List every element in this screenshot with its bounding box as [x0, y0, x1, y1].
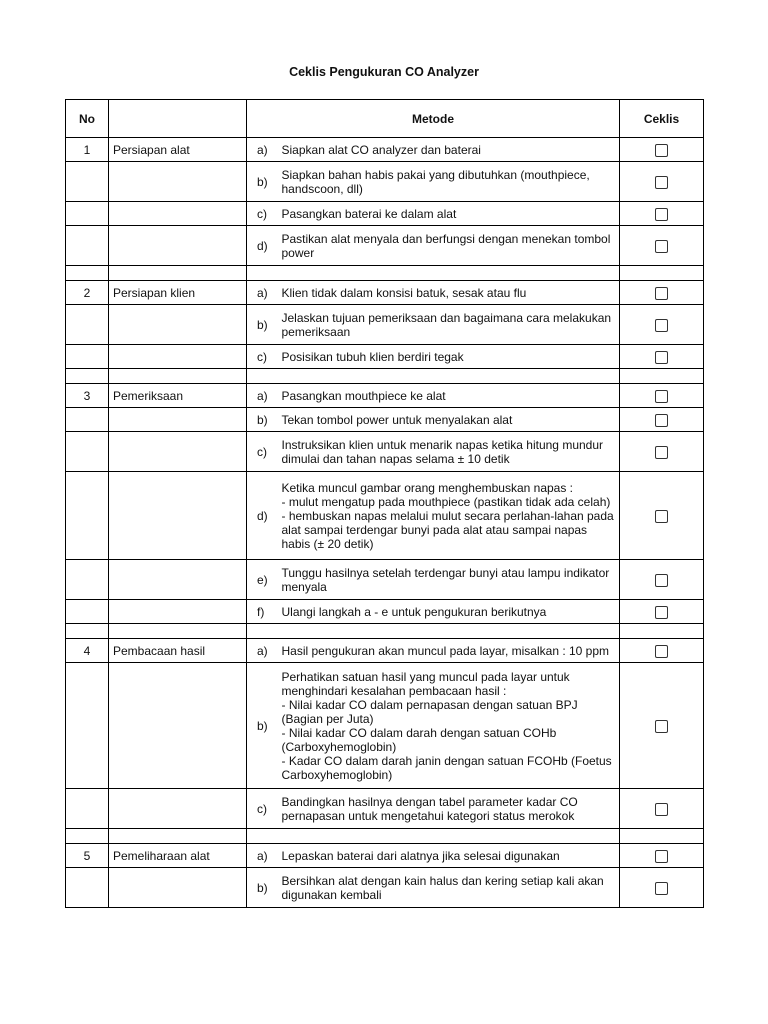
item-letter: b) [247, 408, 279, 432]
section-name [109, 663, 247, 789]
table-row [66, 868, 704, 908]
section-name [109, 345, 247, 369]
section-number: 1 [66, 138, 109, 162]
checkbox-cell [620, 560, 704, 600]
spacer-cell [109, 829, 247, 844]
checkbox-cell [620, 281, 704, 305]
section-number: 4 [66, 639, 109, 663]
item-letter: b) [247, 663, 279, 789]
item-description: Ketika muncul gambar orang menghembuskan napas : - mulut mengatup pada mouthpiece (pastikan tidak ada celah) - hembuskan napas melalui mulut secara perlahan-lahan pada alat sampai terdengar bunyi pada alat atau sampai napas habis (± 20 detik) [279, 472, 620, 560]
item-description: Pastikan alat menyala dan berfungsi dengan menekan tombol power [279, 226, 620, 266]
item-letter: b) [247, 305, 279, 345]
table-row [66, 305, 704, 345]
spacer-cell [66, 829, 109, 844]
item-letter: a) [247, 281, 279, 305]
spacer-cell [109, 369, 247, 384]
section-number: 2 [66, 281, 109, 305]
item-letter: b) [247, 162, 279, 202]
item-description: Tekan tombol power untuk menyalakan alat [279, 408, 620, 432]
spacer-cell [247, 624, 620, 639]
checkbox[interactable] [655, 446, 668, 459]
table-row [66, 560, 704, 600]
checkbox[interactable] [655, 720, 668, 733]
section-number [66, 560, 109, 600]
section-name: Pemeliharaan alat [109, 844, 247, 868]
checkbox-cell [620, 162, 704, 202]
item-letter: e) [247, 560, 279, 600]
spacer-cell [620, 266, 704, 281]
spacer-cell [66, 624, 109, 639]
item-letter: c) [247, 345, 279, 369]
item-description: Pasangkan baterai ke dalam alat [279, 202, 620, 226]
section-name [109, 202, 247, 226]
checkbox[interactable] [655, 390, 668, 403]
checkbox[interactable] [655, 144, 668, 157]
section-number [66, 202, 109, 226]
page-title: Ceklis Pengukuran CO Analyzer [289, 65, 479, 79]
table-row [66, 472, 704, 560]
spacer-row [66, 829, 704, 844]
section-name [109, 432, 247, 472]
item-description: Posisikan tubuh klien berdiri tegak [279, 345, 620, 369]
item-description: Ulangi langkah a - e untuk pengukuran berikutnya [279, 600, 620, 624]
table-row [66, 663, 704, 789]
section-name [109, 868, 247, 908]
section-name [109, 408, 247, 432]
item-letter: d) [247, 226, 279, 266]
item-description: Bersihkan alat dengan kain halus dan kering setiap kali akan digunakan kembali [279, 868, 620, 908]
item-description: Instruksikan klien untuk menarik napas ketika hitung mundur dimulai dan tahan napas selama ± 10 detik [279, 432, 620, 472]
section-name [109, 560, 247, 600]
section-name: Pembacaan hasil [109, 639, 247, 663]
checkbox-cell [620, 408, 704, 432]
checkbox-cell [620, 202, 704, 226]
table-row [66, 600, 704, 624]
section-name [109, 472, 247, 560]
table-row [66, 345, 704, 369]
checkbox[interactable] [655, 510, 668, 523]
checkbox-cell [620, 432, 704, 472]
section-number [66, 345, 109, 369]
header-metode: Metode [247, 100, 620, 138]
table-row [66, 789, 704, 829]
item-letter: a) [247, 844, 279, 868]
section-name: Persiapan alat [109, 138, 247, 162]
item-letter: b) [247, 868, 279, 908]
checkbox-cell [620, 789, 704, 829]
spacer-cell [66, 369, 109, 384]
header-no: No [66, 100, 109, 138]
checkbox-cell [620, 868, 704, 908]
section-number [66, 663, 109, 789]
section-number [66, 226, 109, 266]
checkbox[interactable] [655, 803, 668, 816]
item-letter: a) [247, 138, 279, 162]
checklist-table [65, 99, 704, 908]
spacer-row [66, 369, 704, 384]
item-description: Lepaskan baterai dari alatnya jika selesai digunakan [279, 844, 620, 868]
checkbox[interactable] [655, 351, 668, 364]
checkbox[interactable] [655, 606, 668, 619]
checkbox-cell [620, 663, 704, 789]
table-row [66, 844, 704, 868]
checkbox-cell [620, 472, 704, 560]
item-description: Perhatikan satuan hasil yang muncul pada layar untuk menghindari kesalahan pembacaan hasil : - Nilai kadar CO dalam pernapasan dengan satuan BPJ (Bagian per Juta) - Nilai kadar CO dalam darah dengan satuan COHb (Carboxyhemoglobin) - Kadar CO dalam darah janin dengan satuan FCOHb (Foetus Carboxyhemoglobin) [279, 663, 620, 789]
table-row [66, 162, 704, 202]
table-row [66, 639, 704, 663]
section-number [66, 789, 109, 829]
spacer-cell [620, 624, 704, 639]
section-number [66, 162, 109, 202]
item-description: Siapkan bahan habis pakai yang dibutuhkan (mouthpiece, handscoon, dll) [279, 162, 620, 202]
checkbox[interactable] [655, 414, 668, 427]
section-name [109, 226, 247, 266]
checkbox-cell [620, 844, 704, 868]
section-number [66, 472, 109, 560]
item-letter: a) [247, 639, 279, 663]
spacer-cell [247, 829, 620, 844]
spacer-cell [247, 266, 620, 281]
item-letter: d) [247, 472, 279, 560]
section-name [109, 789, 247, 829]
table-row [66, 226, 704, 266]
table-row [66, 384, 704, 408]
spacer-cell [109, 624, 247, 639]
header-step [109, 100, 247, 138]
section-number [66, 600, 109, 624]
table-row [66, 202, 704, 226]
checkbox[interactable] [655, 319, 668, 332]
section-name [109, 600, 247, 624]
checkbox-cell [620, 305, 704, 345]
checkbox[interactable] [655, 287, 668, 300]
section-name [109, 162, 247, 202]
table-row [66, 408, 704, 432]
item-letter: f) [247, 600, 279, 624]
table-row [66, 138, 704, 162]
checkbox-cell [620, 345, 704, 369]
section-name: Persiapan klien [109, 281, 247, 305]
table-row [66, 281, 704, 305]
spacer-cell [620, 829, 704, 844]
item-description: Pasangkan mouthpiece ke alat [279, 384, 620, 408]
item-letter: a) [247, 384, 279, 408]
item-description: Jelaskan tujuan pemeriksaan dan bagaimana cara melakukan pemeriksaan [279, 305, 620, 345]
checkbox-cell [620, 138, 704, 162]
section-number: 5 [66, 844, 109, 868]
spacer-cell [247, 369, 620, 384]
spacer-row [66, 624, 704, 639]
checkbox[interactable] [655, 574, 668, 587]
header-ceklis: Ceklis [620, 100, 704, 138]
checkbox-cell [620, 226, 704, 266]
item-description: Siapkan alat CO analyzer dan baterai [279, 138, 620, 162]
section-number [66, 305, 109, 345]
table-body [66, 138, 704, 908]
checkbox[interactable] [655, 882, 668, 895]
table-row [66, 432, 704, 472]
checkbox[interactable] [655, 240, 668, 253]
section-number [66, 408, 109, 432]
spacer-cell [66, 266, 109, 281]
item-letter: c) [247, 789, 279, 829]
section-name [109, 305, 247, 345]
checkbox-cell [620, 384, 704, 408]
section-name: Pemeriksaan [109, 384, 247, 408]
item-description: Hasil pengukuran akan muncul pada layar, misalkan : 10 ppm [279, 639, 620, 663]
item-description: Bandingkan hasilnya dengan tabel parameter kadar CO pernapasan untuk mengetahui kategori status merokok [279, 789, 620, 829]
table-header-row [66, 100, 704, 138]
item-letter: c) [247, 432, 279, 472]
spacer-cell [620, 369, 704, 384]
checkbox-cell [620, 600, 704, 624]
checkbox[interactable] [655, 850, 668, 863]
item-letter: c) [247, 202, 279, 226]
checkbox-cell [620, 639, 704, 663]
spacer-cell [109, 266, 247, 281]
checkbox[interactable] [655, 208, 668, 221]
section-number [66, 868, 109, 908]
checkbox[interactable] [655, 645, 668, 658]
section-number [66, 432, 109, 472]
section-number: 3 [66, 384, 109, 408]
spacer-row [66, 266, 704, 281]
item-description: Klien tidak dalam konsisi batuk, sesak atau flu [279, 281, 620, 305]
checkbox[interactable] [655, 176, 668, 189]
item-description: Tunggu hasilnya setelah terdengar bunyi atau lampu indikator menyala [279, 560, 620, 600]
